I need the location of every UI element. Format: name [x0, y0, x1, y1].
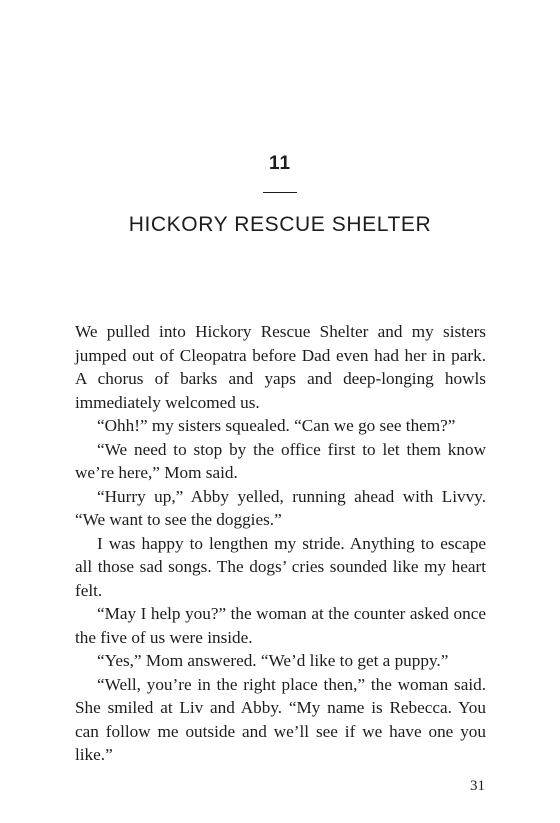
paragraph: “Well, you’re in the right place then,” the woman said. She smiled at Liv and Abby. “My name is Rebecca. You can follow me outside and we’ll see if we have one you like.” — [75, 674, 486, 764]
chapter-body — [75, 320, 486, 767]
chapter-number: 11 — [268, 153, 292, 174]
page-number: 31 — [470, 778, 485, 794]
paragraph: I was happy to lengthen my stride. Anything to escape all those sad songs. The dogs’ cries sounded like my heart felt. — [75, 533, 486, 600]
paragraph: “Yes,” Mom answered. “We’d like to get a puppy.” — [97, 651, 449, 670]
paragraph: “Ohh!” my sisters squealed. “Can we go see them?” — [97, 416, 456, 435]
paragraph: “We need to stop by the office first to let them know we’re here,” Mom said. — [75, 439, 486, 482]
paragraph: We pulled into Hickory Rescue Shelter and my sisters jumped out of Cleopatra before Dad even had her in park. A chorus of barks and yaps and deep-longing howls immediately welcomed us. — [75, 322, 486, 412]
paragraph: “May I help you?” the woman at the counter asked once the five of us were inside. — [75, 604, 486, 647]
chapter-divider — [263, 192, 297, 193]
paragraph: “Hurry up,” Abby yelled, running ahead with Livvy. “We want to see the doggies.” — [75, 486, 486, 529]
chapter-title: HICKORY RESCUE SHELTER — [128, 213, 432, 236]
